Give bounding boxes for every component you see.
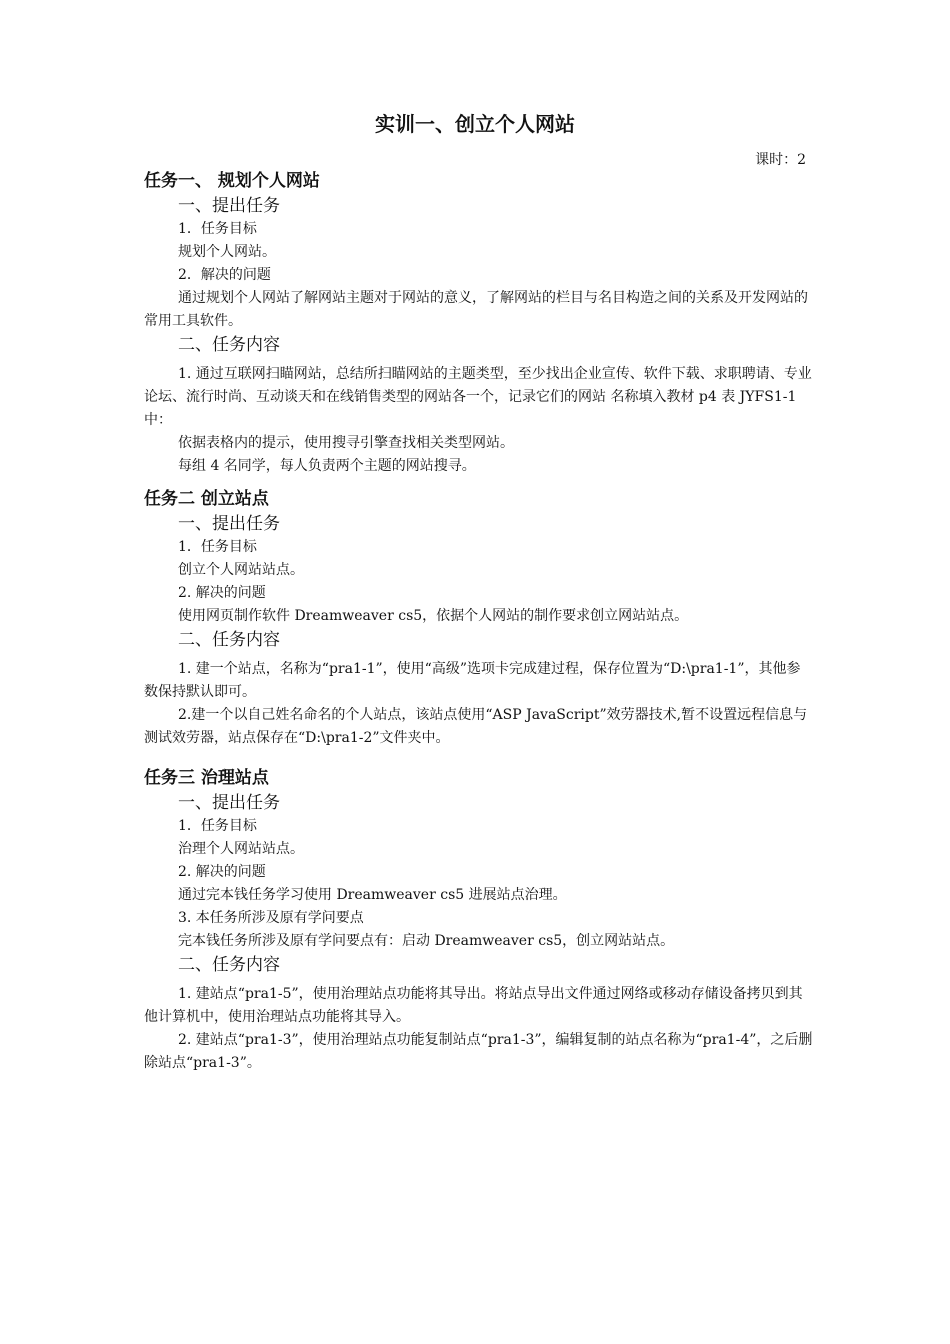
task-3-title: 任务三 治理站点	[144, 768, 269, 788]
task-3-knowledge-label: 3. 本任务所涉及原有学问要点	[178, 910, 364, 926]
task-2-problem: 使用网页制作软件 Dreamweaver cs5，依据个人网站的制作要求创立网站站点。	[178, 608, 689, 624]
task-3-goal: 治理个人网站站点。	[178, 841, 304, 857]
task-2-goal: 创立个人网站站点。	[178, 562, 304, 578]
task-2-title: 任务二 创立站点	[144, 489, 269, 509]
task-2-propose-heading: 一、提出任务	[178, 514, 280, 534]
task-2-content-heading: 二、任务内容	[178, 630, 280, 650]
task-2-section	[144, 486, 814, 750]
task-2-content-2: 2.建一个以自己姓名命名的个人站点，该站点使用“ASP JavaScript”效劳器技术,暂不设置远程信息与测试效劳器，站点保存在“D:\pra1-2”文件夹中。	[144, 707, 808, 746]
task-3-problem: 通过完本钱任务学习使用 Dreamweaver cs5 进展站点治理。	[178, 887, 567, 903]
task-3-problem-label: 2. 解决的问题	[178, 864, 266, 880]
task-1-content-2: 依据表格内的提示，使用搜寻引擎查找相关类型网站。	[178, 435, 514, 451]
task-1-content-heading: 二、任务内容	[178, 335, 280, 355]
task-3-propose-heading: 一、提出任务	[178, 793, 280, 813]
task-1-content-3: 每组 4 名同学，每人负责两个主题的网站搜寻。	[178, 458, 476, 474]
task-3-knowledge: 完本钱任务所涉及原有学问要点有：启动 Dreamweaver cs5，创立网站站点。	[178, 933, 675, 949]
task-3-goal-label: 1．任务目标	[178, 818, 257, 834]
document-title: 实训一、创立个人网站	[375, 112, 575, 136]
task-2-problem-label: 2. 解决的问题	[178, 585, 266, 601]
task-1-propose-heading: 一、提出任务	[178, 196, 280, 216]
task-2-goal-label: 1．任务目标	[178, 539, 257, 555]
task-1-goal: 规划个人网站。	[178, 244, 276, 260]
task-1-problem: 通过规划个人网站了解网站主题对于网站的意义，了解网站的栏目与名目构造之间的关系及开发网站的常用工具软件。	[144, 290, 808, 329]
task-3-content-heading: 二、任务内容	[178, 955, 280, 975]
task-3-content-2: 2. 建站点“pra1-3”，使用治理站点功能复制站点“pra1-3”，编辑复制的站点名称为“pra1-4”，之后删除站点“pra1-3”。	[144, 1032, 813, 1071]
task-1-goal-label: 1．任务目标	[178, 221, 257, 237]
task-2-content-1: 1. 建一个站点，名称为“pra1-1”，使用“高级”选项卡完成建过程，保存位置为“D:\pra1-1”，其他参数保持默认即可。	[144, 661, 801, 700]
task-1-content-1: 1. 通过互联网扫瞄网站，总结所扫瞄网站的主题类型，至少找出企业宣传、软件下载、求职聘请、专业论坛、流行时尚、互动谈天和在线销售类型的网站各一个，记录它们的网站 名称填入教材 p4 表 JYFS1-1 中：	[144, 366, 812, 428]
task-1-section	[144, 168, 814, 478]
task-1-title: 任务一、 规划个人网站	[144, 171, 320, 191]
task-1-problem-label: 2．解决的问题	[178, 267, 271, 283]
task-3-content-1: 1. 建站点“pra1-5”，使用治理站点功能将其导出。将站点导出文件通过网络或移动存储设备拷贝到其他计算机中，使用治理站点功能将其导入。	[144, 986, 803, 1025]
task-3-section	[144, 765, 814, 1075]
class-hours: 课时：2	[755, 152, 806, 168]
